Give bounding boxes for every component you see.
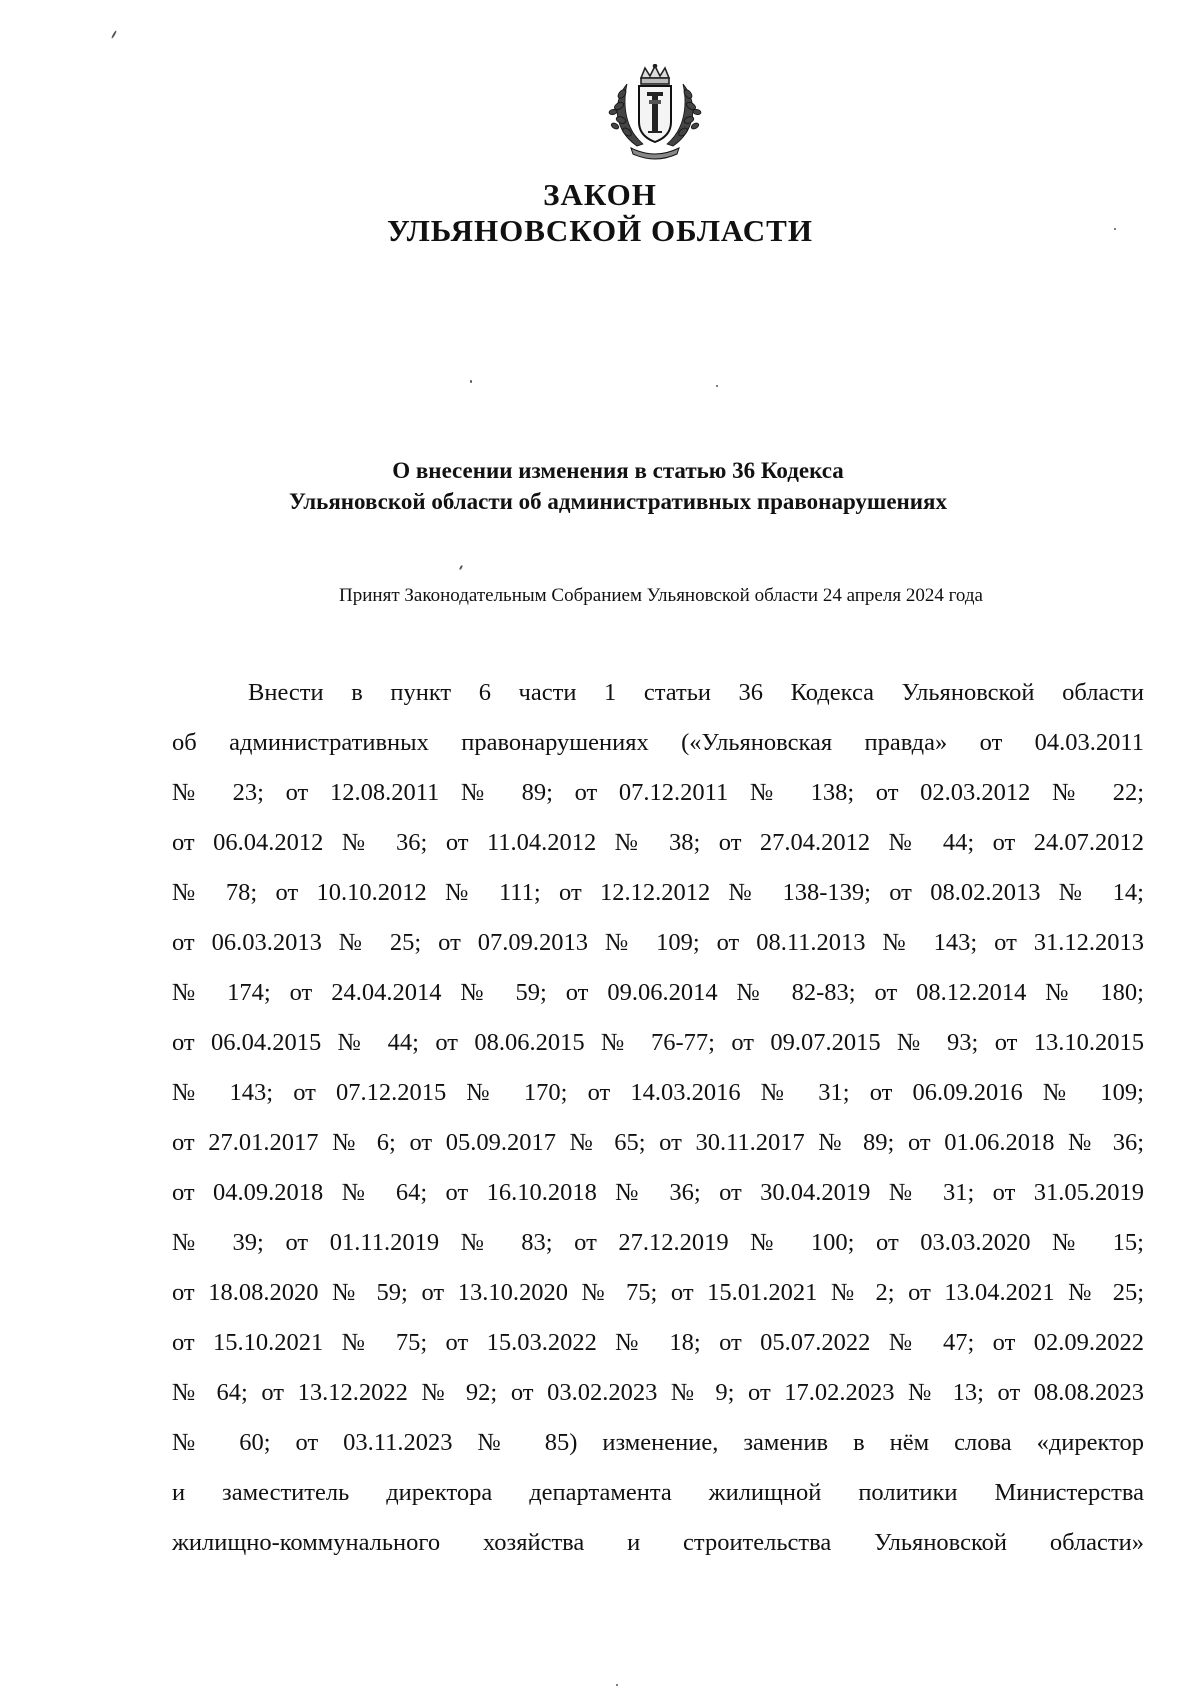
- body-line: № 60; от 03.11.2023 № 85) изменение, заменив в нём слова «директор: [172, 1429, 1144, 1456]
- body-line: об административных правонарушениях («Ульяновская правда» от 04.03.2011: [172, 729, 1144, 756]
- adoption-note: Принят Законодательным Собранием Ульяновской области 24 апреля 2024 года: [339, 585, 983, 606]
- body-line: от 15.10.2021 № 75; от 15.03.2022 № 18; от 05.07.2022 № 47; от 02.09.2022: [172, 1329, 1144, 1356]
- scan-speck: [470, 380, 472, 383]
- law-subject-line-1: О внесении изменения в статью 36 Кодекса: [392, 458, 844, 483]
- body-line: от 27.01.2017 № 6; от 05.09.2017 № 65; от 30.11.2017 № 89; от 01.06.2018 № 36;: [172, 1129, 1144, 1156]
- body-line: № 78; от 10.10.2012 № 111; от 12.12.2012 № 138-139; от 08.02.2013 № 14;: [172, 879, 1144, 906]
- scan-speck: [1114, 228, 1116, 230]
- scan-speck: [111, 30, 117, 39]
- scan-speck: [459, 565, 463, 570]
- body-line: и заместитель директора департамента жилищной политики Министерства: [172, 1479, 1144, 1506]
- law-region-title: УЛЬЯНОВСКОЙ ОБЛАСТИ: [387, 213, 813, 248]
- scan-speck: [616, 1684, 618, 1686]
- law-subject-line-2: Ульяновской области об административных правонарушениях: [288, 489, 947, 514]
- law-body: [172, 668, 1144, 1568]
- body-line: от 18.08.2020 № 59; от 13.10.2020 № 75; от 15.01.2021 № 2; от 13.04.2021 № 25;: [172, 1279, 1144, 1306]
- body-line: № 23; от 12.08.2011 № 89; от 07.12.2011 № 138; от 02.03.2012 № 22;: [172, 779, 1144, 806]
- body-line: № 143; от 07.12.2015 № 170; от 14.03.2016 № 31; от 06.09.2016 № 109;: [172, 1079, 1144, 1106]
- coat-of-arms-icon: [597, 64, 713, 162]
- body-line: № 64; от 13.12.2022 № 92; от 03.02.2023 № 9; от 17.02.2023 № 13; от 08.08.2023: [172, 1379, 1144, 1406]
- body-line: от 06.03.2013 № 25; от 07.09.2013 № 109; от 08.11.2013 № 143; от 31.12.2013: [172, 929, 1144, 956]
- body-line: жилищно-коммунального хозяйства и строительства Ульяновской области»: [172, 1529, 1144, 1556]
- law-title: ЗАКОН: [543, 177, 657, 212]
- body-line: от 06.04.2012 № 36; от 11.04.2012 № 38; от 27.04.2012 № 44; от 24.07.2012: [172, 829, 1144, 856]
- body-line: от 06.04.2015 № 44; от 08.06.2015 № 76-77; от 09.07.2015 № 93; от 13.10.2015: [172, 1029, 1144, 1056]
- body-line: Внести в пункт 6 части 1 статьи 36 Кодекса Ульяновской области: [248, 679, 1144, 706]
- body-line: от 04.09.2018 № 64; от 16.10.2018 № 36; от 30.04.2019 № 31; от 31.05.2019: [172, 1179, 1144, 1206]
- body-line: № 174; от 24.04.2014 № 59; от 09.06.2014 № 82-83; от 08.12.2014 № 180;: [172, 979, 1144, 1006]
- body-line: № 39; от 01.11.2019 № 83; от 27.12.2019 № 100; от 03.03.2020 № 15;: [172, 1229, 1144, 1256]
- scan-speck: [716, 385, 718, 387]
